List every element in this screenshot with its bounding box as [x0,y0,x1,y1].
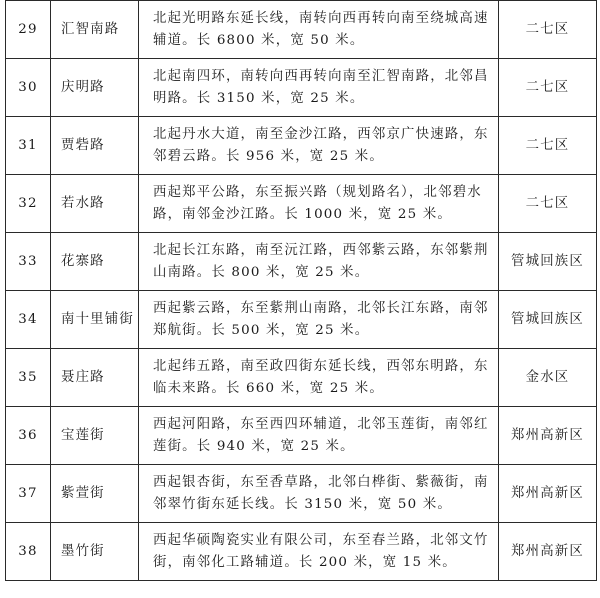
district: 管城回族区 [499,291,597,349]
table-row [6,175,597,233]
road-name: 宝莲街 [51,407,139,465]
road-name: 庆明路 [51,59,139,117]
road-description: 西起华硕陶瓷实业有限公司，东至春兰路，北邻文竹街，南邻化工路辅道。长 200 米，宽 15 米。 [139,523,499,581]
row-number: 32 [6,175,51,233]
road-name: 汇智南路 [51,1,139,59]
road-description: 西起郑平公路，东至振兴路（规划路名），北邻碧水路，南邻金沙江路。长 1000 米，宽 25 米。 [139,175,499,233]
district: 二七区 [499,117,597,175]
road-description: 北起丹水大道，南至金沙江路，西邻京广快速路，东邻碧云路。长 956 米，宽 25 米。 [139,117,499,175]
district: 二七区 [499,1,597,59]
row-number: 29 [6,1,51,59]
table-row [6,523,597,581]
road-name: 墨竹街 [51,523,139,581]
table-row [6,349,597,407]
district: 金水区 [499,349,597,407]
road-name: 花寨路 [51,233,139,291]
district: 郑州高新区 [499,465,597,523]
road-description: 西起紫云路，东至紫荆山南路，北邻长江东路，南邻郑航街。长 500 米，宽 25 米。 [139,291,499,349]
row-number: 36 [6,407,51,465]
road-name: 南十里铺街 [51,291,139,349]
district: 管城回族区 [499,233,597,291]
table-row [6,59,597,117]
district: 二七区 [499,59,597,117]
road-name: 若水路 [51,175,139,233]
district: 郑州高新区 [499,523,597,581]
row-number: 38 [6,523,51,581]
table-row [6,233,597,291]
table-row [6,117,597,175]
row-number: 31 [6,117,51,175]
row-number: 34 [6,291,51,349]
table-body [6,1,597,581]
road-description: 北起南四环，南转向西再转向南至汇智南路，北邻昌明路。长 3150 米，宽 25 米。 [139,59,499,117]
table-row [6,407,597,465]
road-description: 北起长江东路，南至沅江路，西邻紫云路，东邻紫荆山南路。长 800 米，宽 25 米。 [139,233,499,291]
row-number: 35 [6,349,51,407]
table-row [6,465,597,523]
table-row [6,1,597,59]
district: 郑州高新区 [499,407,597,465]
row-number: 37 [6,465,51,523]
road-name: 聂庄路 [51,349,139,407]
road-naming-table [5,0,597,581]
district: 二七区 [499,175,597,233]
road-description: 北起纬五路，南至政四街东延长线，西邻东明路，东临未来路。长 660 米，宽 25 米。 [139,349,499,407]
table-row [6,291,597,349]
row-number: 33 [6,233,51,291]
road-description: 北起光明路东延长线，南转向西再转向南至绕城高速辅道。长 6800 米，宽 50 米。 [139,1,499,59]
road-name: 紫萱街 [51,465,139,523]
road-description: 西起河阳路，东至西四环辅道，北邻玉莲街，南邻红莲街。长 940 米，宽 25 米。 [139,407,499,465]
road-name: 贾砦路 [51,117,139,175]
row-number: 30 [6,59,51,117]
road-description: 西起银杏街，东至香草路，北邻白桦街、紫薇街，南邻翠竹街东延长线。长 3150 米，宽 50 米。 [139,465,499,523]
